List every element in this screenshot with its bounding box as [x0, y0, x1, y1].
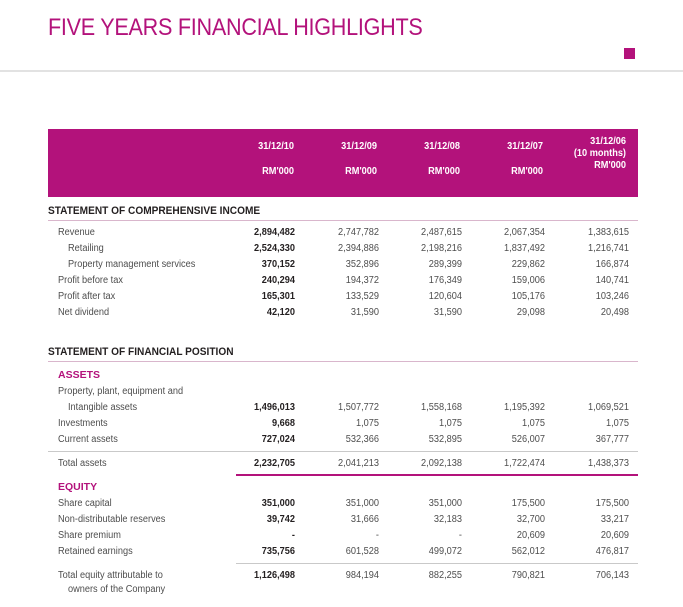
cell-value: 165,301 [261, 291, 295, 302]
table-row [0, 243, 683, 255]
table-row [0, 514, 683, 526]
cell-value: 1,383,615 [588, 227, 629, 238]
cell-value: 2,487,615 [421, 227, 462, 238]
cell-value: 601,528 [345, 546, 379, 557]
row-divider [48, 451, 638, 452]
cell-value: 2,041,213 [338, 458, 379, 469]
cell-value: 526,007 [511, 434, 545, 445]
cell-value: 42,120 [266, 307, 295, 318]
row-label: Net dividend [58, 307, 110, 318]
cell-value: 2,394,886 [338, 243, 379, 254]
table-row [0, 546, 683, 558]
cell-value: 29,098 [516, 307, 545, 318]
cell-value: 103,246 [595, 291, 629, 302]
cell-value: 370,152 [261, 259, 295, 270]
row-label: Intangible assets [68, 402, 138, 413]
table-row [0, 275, 683, 287]
cell-value: 1,558,168 [421, 402, 462, 413]
table-row [0, 291, 683, 303]
cell-value: 289,399 [428, 259, 462, 270]
cell-value: 229,862 [511, 259, 545, 270]
cell-value: 175,500 [595, 498, 629, 509]
cell-value: 2,747,782 [338, 227, 379, 238]
cell-value: 31,666 [350, 514, 379, 525]
column-header-date: 31/12/08 [424, 141, 460, 152]
table-row [0, 227, 683, 239]
cell-value: 20,609 [600, 530, 629, 541]
title-divider [0, 70, 683, 72]
cell-value: 1,075 [355, 418, 379, 429]
cell-value: 984,194 [345, 570, 379, 581]
row-label: Non-distributable reserves [58, 514, 166, 525]
cell-value: 9,668 [271, 418, 295, 429]
section-divider [48, 361, 638, 362]
cell-value: 1,837,492 [504, 243, 545, 254]
table-row [0, 530, 683, 542]
section-heading-financial-position: STATEMENT OF FINANCIAL POSITION [48, 346, 234, 358]
column-header-date: 31/12/06 [590, 136, 626, 147]
column-header-band [48, 129, 638, 197]
cell-value: 31,590 [433, 307, 462, 318]
row-label: Share premium [58, 530, 121, 541]
cell-value: 105,176 [511, 291, 545, 302]
cell-value: 532,895 [428, 434, 462, 445]
table-row [0, 434, 683, 446]
row-label: Profit after tax [58, 291, 116, 302]
cell-value: 33,217 [600, 514, 629, 525]
table-row [0, 259, 683, 271]
cell-value: 351,000 [345, 498, 379, 509]
table-row [0, 418, 683, 430]
table-row-continuation [0, 584, 683, 596]
cell-value: 1,126,498 [254, 570, 295, 581]
cell-value: 194,372 [345, 275, 379, 286]
row-label: Profit before tax [58, 275, 123, 286]
page-title: FIVE YEARS FINANCIAL HIGHLIGHTS [48, 14, 423, 41]
cell-value: 2,894,482 [254, 227, 295, 238]
column-header-note: (10 months) [573, 148, 626, 159]
cell-value: 790,821 [511, 570, 545, 581]
column-header-date: 31/12/09 [341, 141, 377, 152]
column-header-date: 31/12/10 [258, 141, 294, 152]
table-row [0, 307, 683, 319]
cell-value: 166,874 [595, 259, 629, 270]
cell-value: 32,183 [433, 514, 462, 525]
cell-value: 1,216,741 [588, 243, 629, 254]
cell-value: 351,000 [261, 498, 295, 509]
table-row-total [0, 570, 683, 582]
cell-value: 240,294 [261, 275, 295, 286]
cell-value: 175,500 [511, 498, 545, 509]
column-header-date: 31/12/07 [507, 141, 543, 152]
row-label: Revenue [58, 227, 95, 238]
cell-value: 1,075 [605, 418, 629, 429]
cell-value: 367,777 [595, 434, 629, 445]
column-header-unit: RM'000 [428, 166, 460, 177]
column-header-unit: RM'000 [594, 160, 626, 171]
cell-value: 1,438,373 [588, 458, 629, 469]
table-row [0, 402, 683, 414]
cell-value: 2,092,138 [421, 458, 462, 469]
table-row [0, 498, 683, 510]
cell-value: 1,496,013 [254, 402, 295, 413]
row-label: Property, plant, equipment and [58, 386, 184, 397]
total-underline [236, 474, 638, 476]
cell-value: 2,524,330 [254, 243, 295, 254]
cell-value: 352,896 [345, 259, 379, 270]
cell-value: 32,700 [516, 514, 545, 525]
row-label: owners of the Company [68, 584, 166, 595]
cell-value: 532,366 [345, 434, 379, 445]
cell-value: 1,069,521 [588, 402, 629, 413]
cell-value: 2,232,705 [254, 458, 295, 469]
cell-value: 562,012 [511, 546, 545, 557]
section-divider [48, 220, 638, 221]
column-header-unit: RM'000 [262, 166, 294, 177]
cell-value: - [375, 530, 379, 541]
cell-value: 39,742 [266, 514, 295, 525]
cell-value: 351,000 [428, 498, 462, 509]
cell-value: 499,072 [428, 546, 462, 557]
cell-value: 20,609 [516, 530, 545, 541]
subheading-assets: ASSETS [58, 369, 101, 381]
row-label: Share capital [58, 498, 112, 509]
cell-value: 159,006 [511, 275, 545, 286]
subheading-equity: EQUITY [58, 481, 98, 493]
row-label: Investments [58, 418, 108, 429]
cell-value: 706,143 [595, 570, 629, 581]
cell-value: 1,075 [521, 418, 545, 429]
cell-value: 1,722,474 [504, 458, 545, 469]
cell-value: - [458, 530, 462, 541]
cell-value: 20,498 [600, 307, 629, 318]
row-label: Total assets [58, 458, 107, 469]
cell-value: 2,198,216 [421, 243, 462, 254]
cell-value: 735,756 [261, 546, 295, 557]
accent-square [624, 48, 635, 59]
cell-value: 120,604 [428, 291, 462, 302]
cell-value: 882,255 [428, 570, 462, 581]
cell-value: 1,507,772 [338, 402, 379, 413]
cell-value: 31,590 [350, 307, 379, 318]
cell-value: 2,067,354 [504, 227, 545, 238]
cell-value: 1,075 [438, 418, 462, 429]
row-label: Current assets [58, 434, 118, 445]
row-label: Total equity attributable to [58, 570, 163, 581]
column-header-unit: RM'000 [345, 166, 377, 177]
table-row [0, 386, 683, 398]
cell-value: 476,817 [595, 546, 629, 557]
cell-value: - [291, 530, 295, 541]
cell-value: 727,024 [261, 434, 295, 445]
cell-value: 1,195,392 [504, 402, 545, 413]
cell-value: 133,529 [345, 291, 379, 302]
section-heading-comprehensive-income: STATEMENT OF COMPREHENSIVE INCOME [48, 205, 261, 217]
cell-value: 140,741 [595, 275, 629, 286]
table-row-total [0, 458, 683, 470]
cell-value: 176,349 [428, 275, 462, 286]
row-label: Retailing [68, 243, 104, 254]
row-label: Retained earnings [58, 546, 133, 557]
row-label: Property management services [68, 259, 196, 270]
row-divider [236, 563, 638, 564]
column-header-unit: RM'000 [511, 166, 543, 177]
